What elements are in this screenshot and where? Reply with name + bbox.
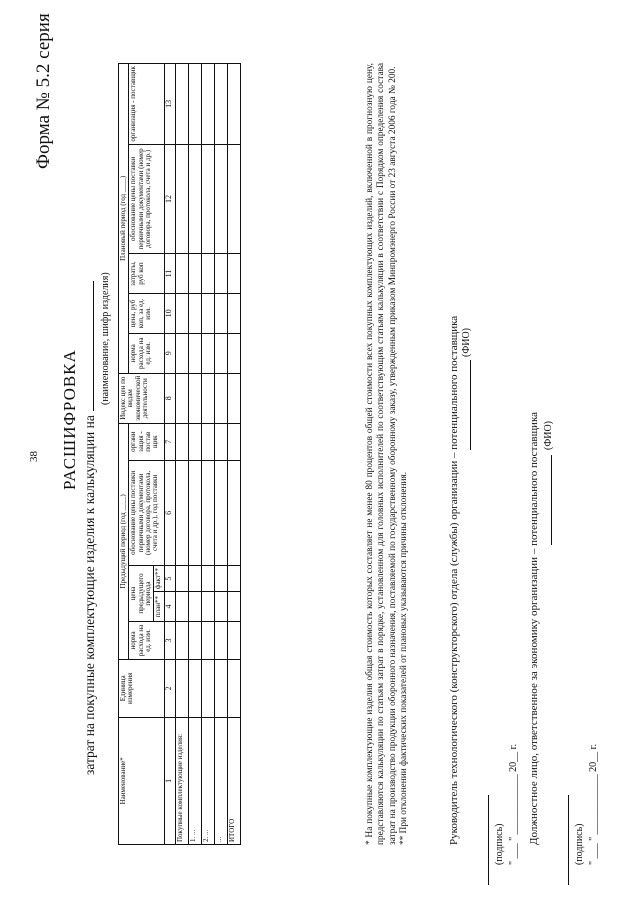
header-cost-plan: затраты, руб коп xyxy=(129,254,164,294)
table-row xyxy=(175,64,188,845)
subtitle-blank-line xyxy=(92,281,94,411)
col-number: 3 xyxy=(164,622,175,660)
econ-signature-line xyxy=(543,455,555,545)
header-basis-plan: обоснование цены поставки первичными документами (номер договора, протокола, счета и др.) xyxy=(129,144,164,253)
econ-sign-label: (подпись) xyxy=(574,823,585,865)
header-name: Наименование* xyxy=(119,717,165,844)
date-year: 20 xyxy=(588,761,599,772)
date-quote-close: " xyxy=(588,836,599,841)
econ-sign-line xyxy=(560,795,572,885)
document-subtitle xyxy=(82,281,98,775)
date-quote-close: " xyxy=(508,836,519,841)
header-basis-prev: обоснование цены поставки первичными документами (номер договора, протокола, счета и др.), год поставки xyxy=(129,460,164,565)
header-org-prev: органи зация - постав щик xyxy=(129,423,164,460)
header-org-plan: организация - поставщик xyxy=(129,64,164,145)
header-fact: факт** xyxy=(154,566,164,592)
date-year-suffix: г. xyxy=(508,743,519,750)
table-row xyxy=(201,64,214,845)
subtitle-hint: (наименование, шифр изделия) xyxy=(100,272,111,405)
header-price-prev: цена предыдущего периода xyxy=(129,566,154,622)
col-number: 7 xyxy=(164,423,175,460)
page-number: 38 xyxy=(28,451,40,462)
row-label: ... xyxy=(214,717,227,844)
header-plan: план** xyxy=(154,592,164,622)
col-number: 1 xyxy=(164,717,175,844)
col-number: 9 xyxy=(164,333,175,373)
header-price-index: Индекс цен по видам экономической деятельности xyxy=(119,373,165,423)
col-number: 11 xyxy=(164,254,175,294)
footnote-2: ** При отклонении фактических показателей от плановых указываются причины отклонения. xyxy=(398,471,409,845)
col-number: 8 xyxy=(164,373,175,423)
footnotes xyxy=(365,63,410,845)
head-signature-line xyxy=(462,360,474,450)
header-norm-plan: норма расхода на ед. изм. xyxy=(129,333,164,373)
row-label: 1. ... xyxy=(188,717,201,844)
head-date-line: " ___ " ____________ 20__ г. xyxy=(508,743,519,865)
table-row xyxy=(188,64,201,845)
form-number: Форма № 5.2 серия xyxy=(33,13,54,169)
header-prev-period: Предыдущий период (год ____) xyxy=(119,423,129,659)
table-row xyxy=(214,64,227,845)
col-number: 5 xyxy=(164,566,175,592)
econ-date-line: " ___ " ____________ 20__ г. xyxy=(588,743,599,865)
column-numbers-row xyxy=(164,64,175,845)
head-sign-label: (подпись) xyxy=(494,823,505,865)
head-sign-line xyxy=(480,795,492,885)
table-total-row xyxy=(227,64,240,845)
header-unit: Единица измерения xyxy=(119,659,165,717)
date-quote-open: " xyxy=(508,860,519,865)
subtitle-text: затрат на покупные комплектующие изделия к калькуляции на xyxy=(82,415,97,775)
row-label: Покупные комплектующие изделия: xyxy=(175,717,188,844)
head-signature-title: Руководитель технологического (конструкторского) отдела (службы) организации – потенциального поставщика xyxy=(448,315,460,845)
col-number: 10 xyxy=(164,294,175,334)
total-label: ИТОГО xyxy=(227,717,240,844)
header-price-plan: цена, руб коп, за ед. изм. xyxy=(129,294,164,334)
date-year-suffix: г. xyxy=(588,743,599,750)
econ-signature-title: Должностное лицо, ответственное за экономику организации – потенциального поставщика xyxy=(528,411,540,845)
document-title: РАСШИФРОВКА xyxy=(60,349,79,490)
row-label: 2. ... xyxy=(201,717,214,844)
date-year: 20 xyxy=(508,761,519,772)
cost-breakdown-table xyxy=(118,63,241,845)
head-fio-label: (ФИО) xyxy=(461,327,472,357)
col-number: 6 xyxy=(164,460,175,565)
footnote-1: * На покупные комплектующие изделия общая стоимость которых составляет не менее 80 процентов общей стоимости всех покупных комплектующих изделий, включенной в прогнозную цену, представляются калькуляции по статьям затрат в порядке, установленном для головных исполнителей по соответствующим статьям калькуляции в соответствии с Порядком определения состава затрат на производство продукции оборонного назначения, поставляемой по государственному оборонному заказу, утвержденным приказом Минпромэнерго России от 23 августа 2006 года № 200. xyxy=(365,63,398,845)
date-quote-open: " xyxy=(588,860,599,865)
col-number: 12 xyxy=(164,144,175,253)
col-number: 4 xyxy=(164,592,175,622)
econ-fio-label: (ФИО) xyxy=(543,420,554,450)
header-norm-prev: норма расхода на ед. изм. xyxy=(129,622,164,660)
col-number: 13 xyxy=(164,64,175,145)
col-number: 2 xyxy=(164,659,175,717)
header-plan-period: Плановый период (год ____) xyxy=(119,64,129,374)
